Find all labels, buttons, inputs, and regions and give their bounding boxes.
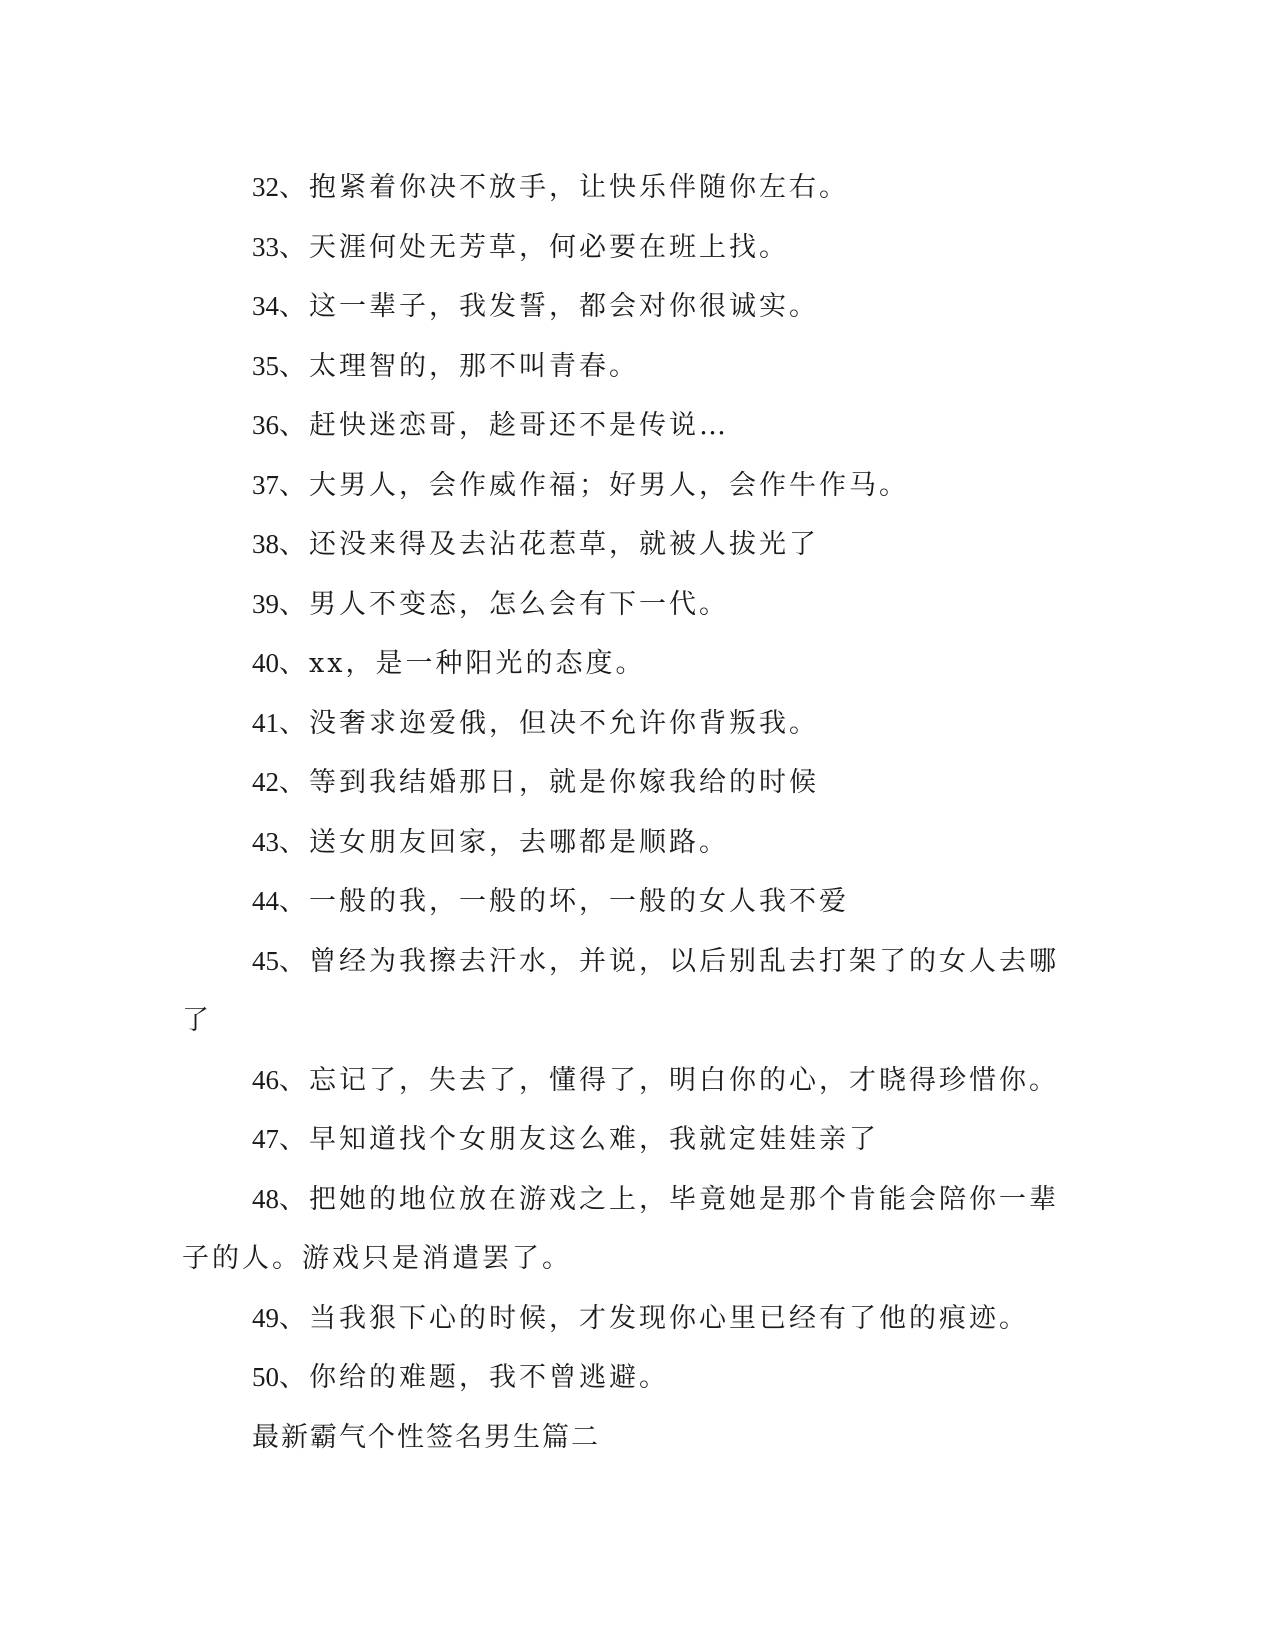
item-number: 44 [252,886,279,916]
item-text: 、这一辈子，我发誓，都会对你很诚实。 [279,291,819,322]
item-text: 、太理智的，那不叫青春。 [279,350,639,382]
item-number: 49 [252,1302,279,1333]
item-number: 38 [252,529,279,559]
item-number: 40 [252,648,279,678]
item-number: 48 [252,1183,279,1214]
list-item [182,277,1062,337]
list-item [182,1110,1062,1170]
item-text: 、赶快迷恋哥，趁哥还不是传说… [279,410,729,441]
list-item [182,1170,1062,1289]
list-item [182,813,1062,873]
item-number: 37 [252,469,279,500]
document-body [182,158,1062,1467]
list-item [182,1051,1062,1111]
item-text: 、男人不变态，怎么会有下一代。 [279,588,729,620]
item-text: 、还没来得及去沾花惹草，就被人拔光了 [279,529,819,560]
list-item [182,218,1062,278]
item-number: 45 [252,945,279,976]
item-text: 、曾经为我擦去汗水，并说，以后别乱去打架了的女人去哪了 [182,945,1059,1036]
item-text: 、送女朋友回家，去哪都是顺路。 [279,826,729,858]
list-item [182,456,1062,516]
item-number: 42 [252,767,279,797]
item-number: 35 [252,350,279,381]
item-number: 36 [252,410,279,440]
list-item [182,1289,1062,1349]
list-item [182,872,1062,932]
list-item [182,575,1062,635]
item-number: 33 [252,231,279,262]
item-text: 、早知道找个女朋友这么难，我就定娃娃亲了 [279,1124,879,1155]
list-item [182,515,1062,575]
item-text: 、忘记了，失去了，懂得了，明白你的心，才晓得珍惜你。 [279,1064,1059,1096]
item-number: 43 [252,826,279,857]
item-text: 、抱紧着你决不放手，让快乐伴随你左右。 [279,172,849,203]
list-item [182,634,1062,694]
list-item [182,396,1062,456]
section-heading: 最新霸气个性签名男生篇二 [252,1421,600,1453]
list-item [182,337,1062,397]
list-item [182,932,1062,1051]
item-text: 、你给的难题，我不曾逃避。 [279,1362,669,1393]
item-text: 、xx，是一种阳光的态度。 [279,648,646,679]
item-number: 41 [252,707,279,738]
item-text: 、当我狠下心的时候，才发现你心里已经有了他的痕迹。 [279,1302,1029,1334]
item-text: 、一般的我，一般的坏，一般的女人我不爱 [279,886,849,917]
item-number: 50 [252,1362,279,1392]
list-item [182,158,1062,218]
item-text: 、等到我结婚那日，就是你嫁我给的时候 [279,767,819,798]
item-number: 34 [252,291,279,321]
item-number: 32 [252,172,279,202]
item-text: 、大男人，会作威作福；好男人，会作牛作马。 [279,469,909,501]
item-number: 46 [252,1064,279,1095]
item-text: 、把她的地位放在游戏之上，毕竟她是那个肯能会陪你一辈子的人。游戏只是消遣罢了。 [182,1183,1059,1274]
item-number: 47 [252,1124,279,1154]
item-text: 、天涯何处无芳草，何必要在班上找。 [279,231,789,263]
item-text: 、没奢求迩爱俄，但决不允许你背叛我。 [279,707,819,739]
list-item [182,694,1062,754]
list-item [182,1348,1062,1408]
list-item [182,753,1062,813]
item-number: 39 [252,588,279,619]
